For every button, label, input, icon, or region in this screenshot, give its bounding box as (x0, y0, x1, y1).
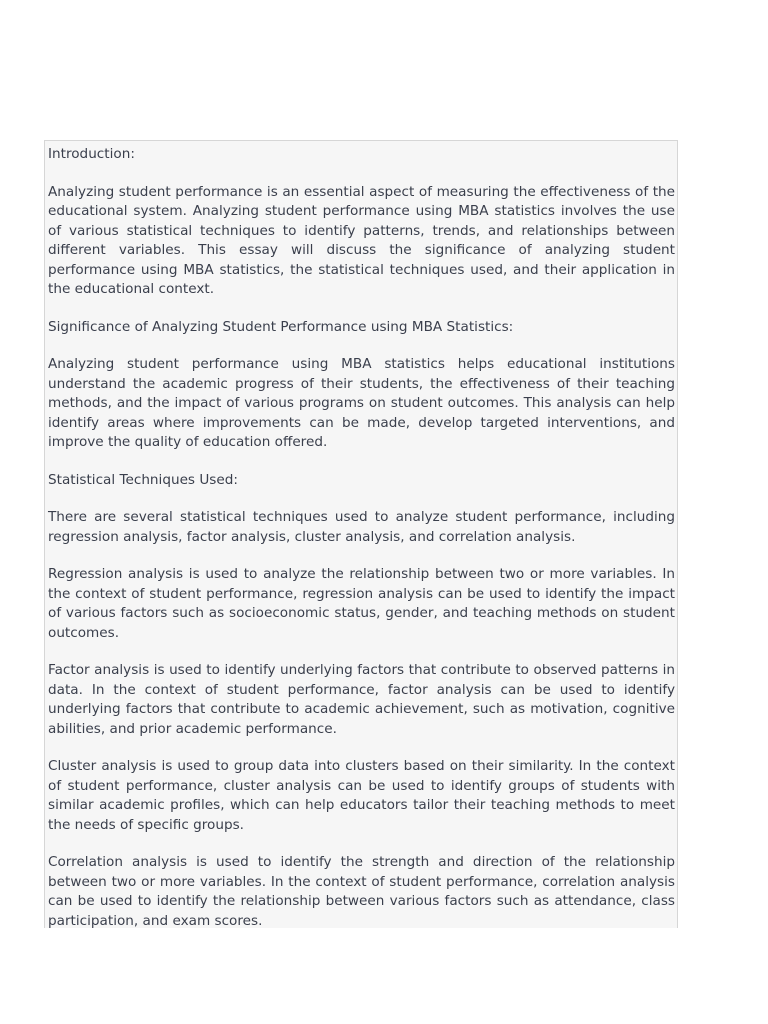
section-heading-significance: Significance of Analyzing Student Performance using MBA Statistics: (48, 318, 514, 335)
section-heading-introduction: Introduction: (48, 146, 135, 162)
section-heading-techniques: Statistical Techniques Used: (48, 471, 238, 488)
paragraph-cluster-analysis: Cluster analysis is used to group data into clusters based on their similarity. In the context of student performance, cluster analysis can be used to identify groups of students with similar academic profiles, which can help educators tailor their teaching methods to meet the needs of specific groups. (48, 758, 675, 833)
document-content-box (44, 140, 678, 928)
paragraph-introduction: Analyzing student performance is an essential aspect of measuring the effectiveness of the educational system. Analyzing student performance using MBA statistics involves the use of various statistical techniques to identify patterns, trends, and relationships between different variables. This essay will discuss the significance of analyzing student performance using MBA statistics, the statistical techniques used, and their application in the educational context. (48, 183, 675, 297)
paragraph-regression-analysis: Regression analysis is used to analyze the relationship between two or more variables. In the context of student performance, regression analysis can be used to identify the impact of various factors such as socioeconomic status, gender, and teaching methods on student outcomes. (48, 566, 675, 641)
paragraph-correlation-analysis: Correlation analysis is used to identify the strength and direction of the relationship between two or more variables. In the context of student performance, correlation analysis can be used to identify the relationship between various factors such as attendance, class participation, and exam scores. (48, 854, 675, 928)
paragraph-factor-analysis: Factor analysis is used to identify underlying factors that contribute to observed patterns in data. In the context of student performance, factor analysis can be used to identify underlying factors that contribute to academic achievement, such as motivation, cognitive abilities, and prior academic performance. (48, 662, 675, 737)
paragraph-techniques-overview: There are several statistical techniques used to analyze student performance, including regression analysis, factor analysis, cluster analysis, and correlation analysis. (48, 509, 675, 545)
paragraph-significance: Analyzing student performance using MBA statistics helps educational institutions understand the academic progress of their students, the effectiveness of their teaching methods, and the impact of various programs on student outcomes. This analysis can help identify areas where improvements can be made, develop targeted interventions, and improve the quality of education offered. (48, 356, 675, 450)
